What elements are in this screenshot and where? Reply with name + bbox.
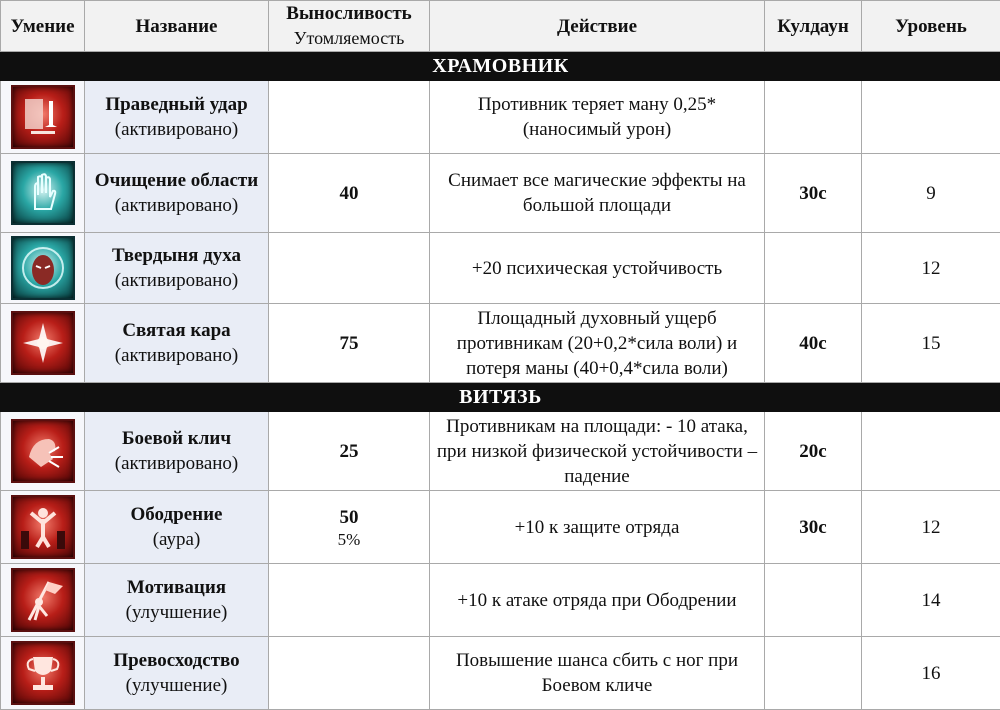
skill-name-cell (85, 637, 269, 710)
banner-bearer-icon (11, 568, 75, 632)
cooldown-cell (765, 564, 862, 637)
skill-name-cell (85, 154, 269, 233)
cooldown-cell: 30с (765, 154, 862, 233)
stamina-cell (269, 81, 430, 154)
table-row (1, 233, 1000, 304)
skill-mode: (улучшение) (125, 675, 228, 696)
table-row (1, 564, 1000, 637)
skill-name: Ободрение (130, 504, 223, 525)
section-row-knight (1, 383, 1000, 412)
rally-figures-icon (11, 495, 75, 559)
stamina-cell (269, 233, 430, 304)
stamina-value: 25 (339, 440, 359, 462)
col-header-skill: Умение (1, 1, 85, 52)
table-row (1, 304, 1000, 383)
table-row (1, 412, 1000, 491)
col-header-action: Действие (430, 1, 765, 52)
col-header-level: Уровень (862, 1, 1000, 52)
section-title: ХРАМОВНИК (1, 52, 1000, 81)
level-cell: 9 (862, 154, 1000, 233)
skill-name: Превосходство (113, 650, 240, 671)
action-cell: +10 к атаке отряда при Ободрении (430, 564, 765, 637)
skill-name-cell (85, 412, 269, 491)
skill-name: Твердыня духа (111, 245, 242, 266)
col-header-stamina-label: Выносливость (286, 3, 412, 24)
level-cell: 12 (862, 491, 1000, 564)
stamina-cell (269, 564, 430, 637)
action-cell: +20 психическая устойчивость (430, 233, 765, 304)
skill-mode: (улучшение) (125, 602, 228, 623)
skill-mode: (активировано) (114, 270, 239, 291)
col-header-name: Название (85, 1, 269, 52)
level-cell (862, 412, 1000, 491)
stamina-cell (269, 412, 430, 491)
level-cell: 12 (862, 233, 1000, 304)
table-row (1, 154, 1000, 233)
skill-mode: (активировано) (114, 453, 239, 474)
skill-name: Праведный удар (105, 94, 248, 115)
stamina-cell (269, 304, 430, 383)
skill-name: Мотивация (126, 577, 227, 598)
skill-name-cell (85, 233, 269, 304)
skill-name: Боевой клич (121, 428, 232, 449)
cooldown-cell: 30с (765, 491, 862, 564)
sword-strike-icon (11, 85, 75, 149)
action-cell: Противникам на площади: - 10 атака, при низкой физической устойчивости – падение (430, 412, 765, 491)
skill-mode: (активировано) (114, 195, 239, 216)
col-header-fatigue-label: Утомляемость (293, 28, 405, 48)
skill-mode: (активировано) (114, 119, 239, 140)
skill-name: Очищение области (94, 170, 259, 191)
action-cell: +10 к защите отряда (430, 491, 765, 564)
table-row (1, 491, 1000, 564)
table-row (1, 81, 1000, 154)
skill-name-cell (85, 81, 269, 154)
skill-name-cell (85, 304, 269, 383)
col-header-stamina (269, 1, 430, 52)
skill-name: Святая кара (122, 320, 231, 341)
cooldown-cell (765, 233, 862, 304)
holy-burst-icon (11, 311, 75, 375)
stamina-cell (269, 491, 430, 564)
skill-name-cell (85, 564, 269, 637)
level-cell: 14 (862, 564, 1000, 637)
section-row-templar (1, 52, 1000, 81)
skill-name-cell (85, 491, 269, 564)
header-row (1, 1, 1000, 52)
col-header-cooldown: Кулдаун (765, 1, 862, 52)
cooldown-cell (765, 637, 862, 710)
stamina-value: 40 (339, 182, 359, 204)
cooldown-cell: 40с (765, 304, 862, 383)
stamina-value: 75 (339, 332, 359, 354)
glowing-face-icon (11, 236, 75, 300)
cooldown-cell: 20с (765, 412, 862, 491)
trophy-cup-icon (11, 641, 75, 705)
level-cell: 15 (862, 304, 1000, 383)
fatigue-value: 5% (337, 529, 361, 549)
table-row (1, 637, 1000, 710)
action-cell: Площадный духовный ущерб противникам (20+0,2*сила воли) и потеря маны (40+0,4*сила воли) (430, 304, 765, 383)
skill-mode: (аура) (152, 529, 201, 550)
raised-hand-icon (11, 161, 75, 225)
cooldown-cell (765, 81, 862, 154)
stamina-value: 50 (339, 506, 359, 528)
level-cell: 16 (862, 637, 1000, 710)
stamina-cell (269, 154, 430, 233)
action-cell: Снимает все магические эффекты на большой площади (430, 154, 765, 233)
action-cell: Повышение шанса сбить с ног при Боевом кличе (430, 637, 765, 710)
war-cry-icon (11, 419, 75, 483)
skill-mode: (активировано) (114, 345, 239, 366)
section-title: ВИТЯЗЬ (1, 383, 1000, 412)
action-cell: Противник теряет ману 0,25*(наносимый урон) (430, 81, 765, 154)
stamina-cell (269, 637, 430, 710)
level-cell (862, 81, 1000, 154)
